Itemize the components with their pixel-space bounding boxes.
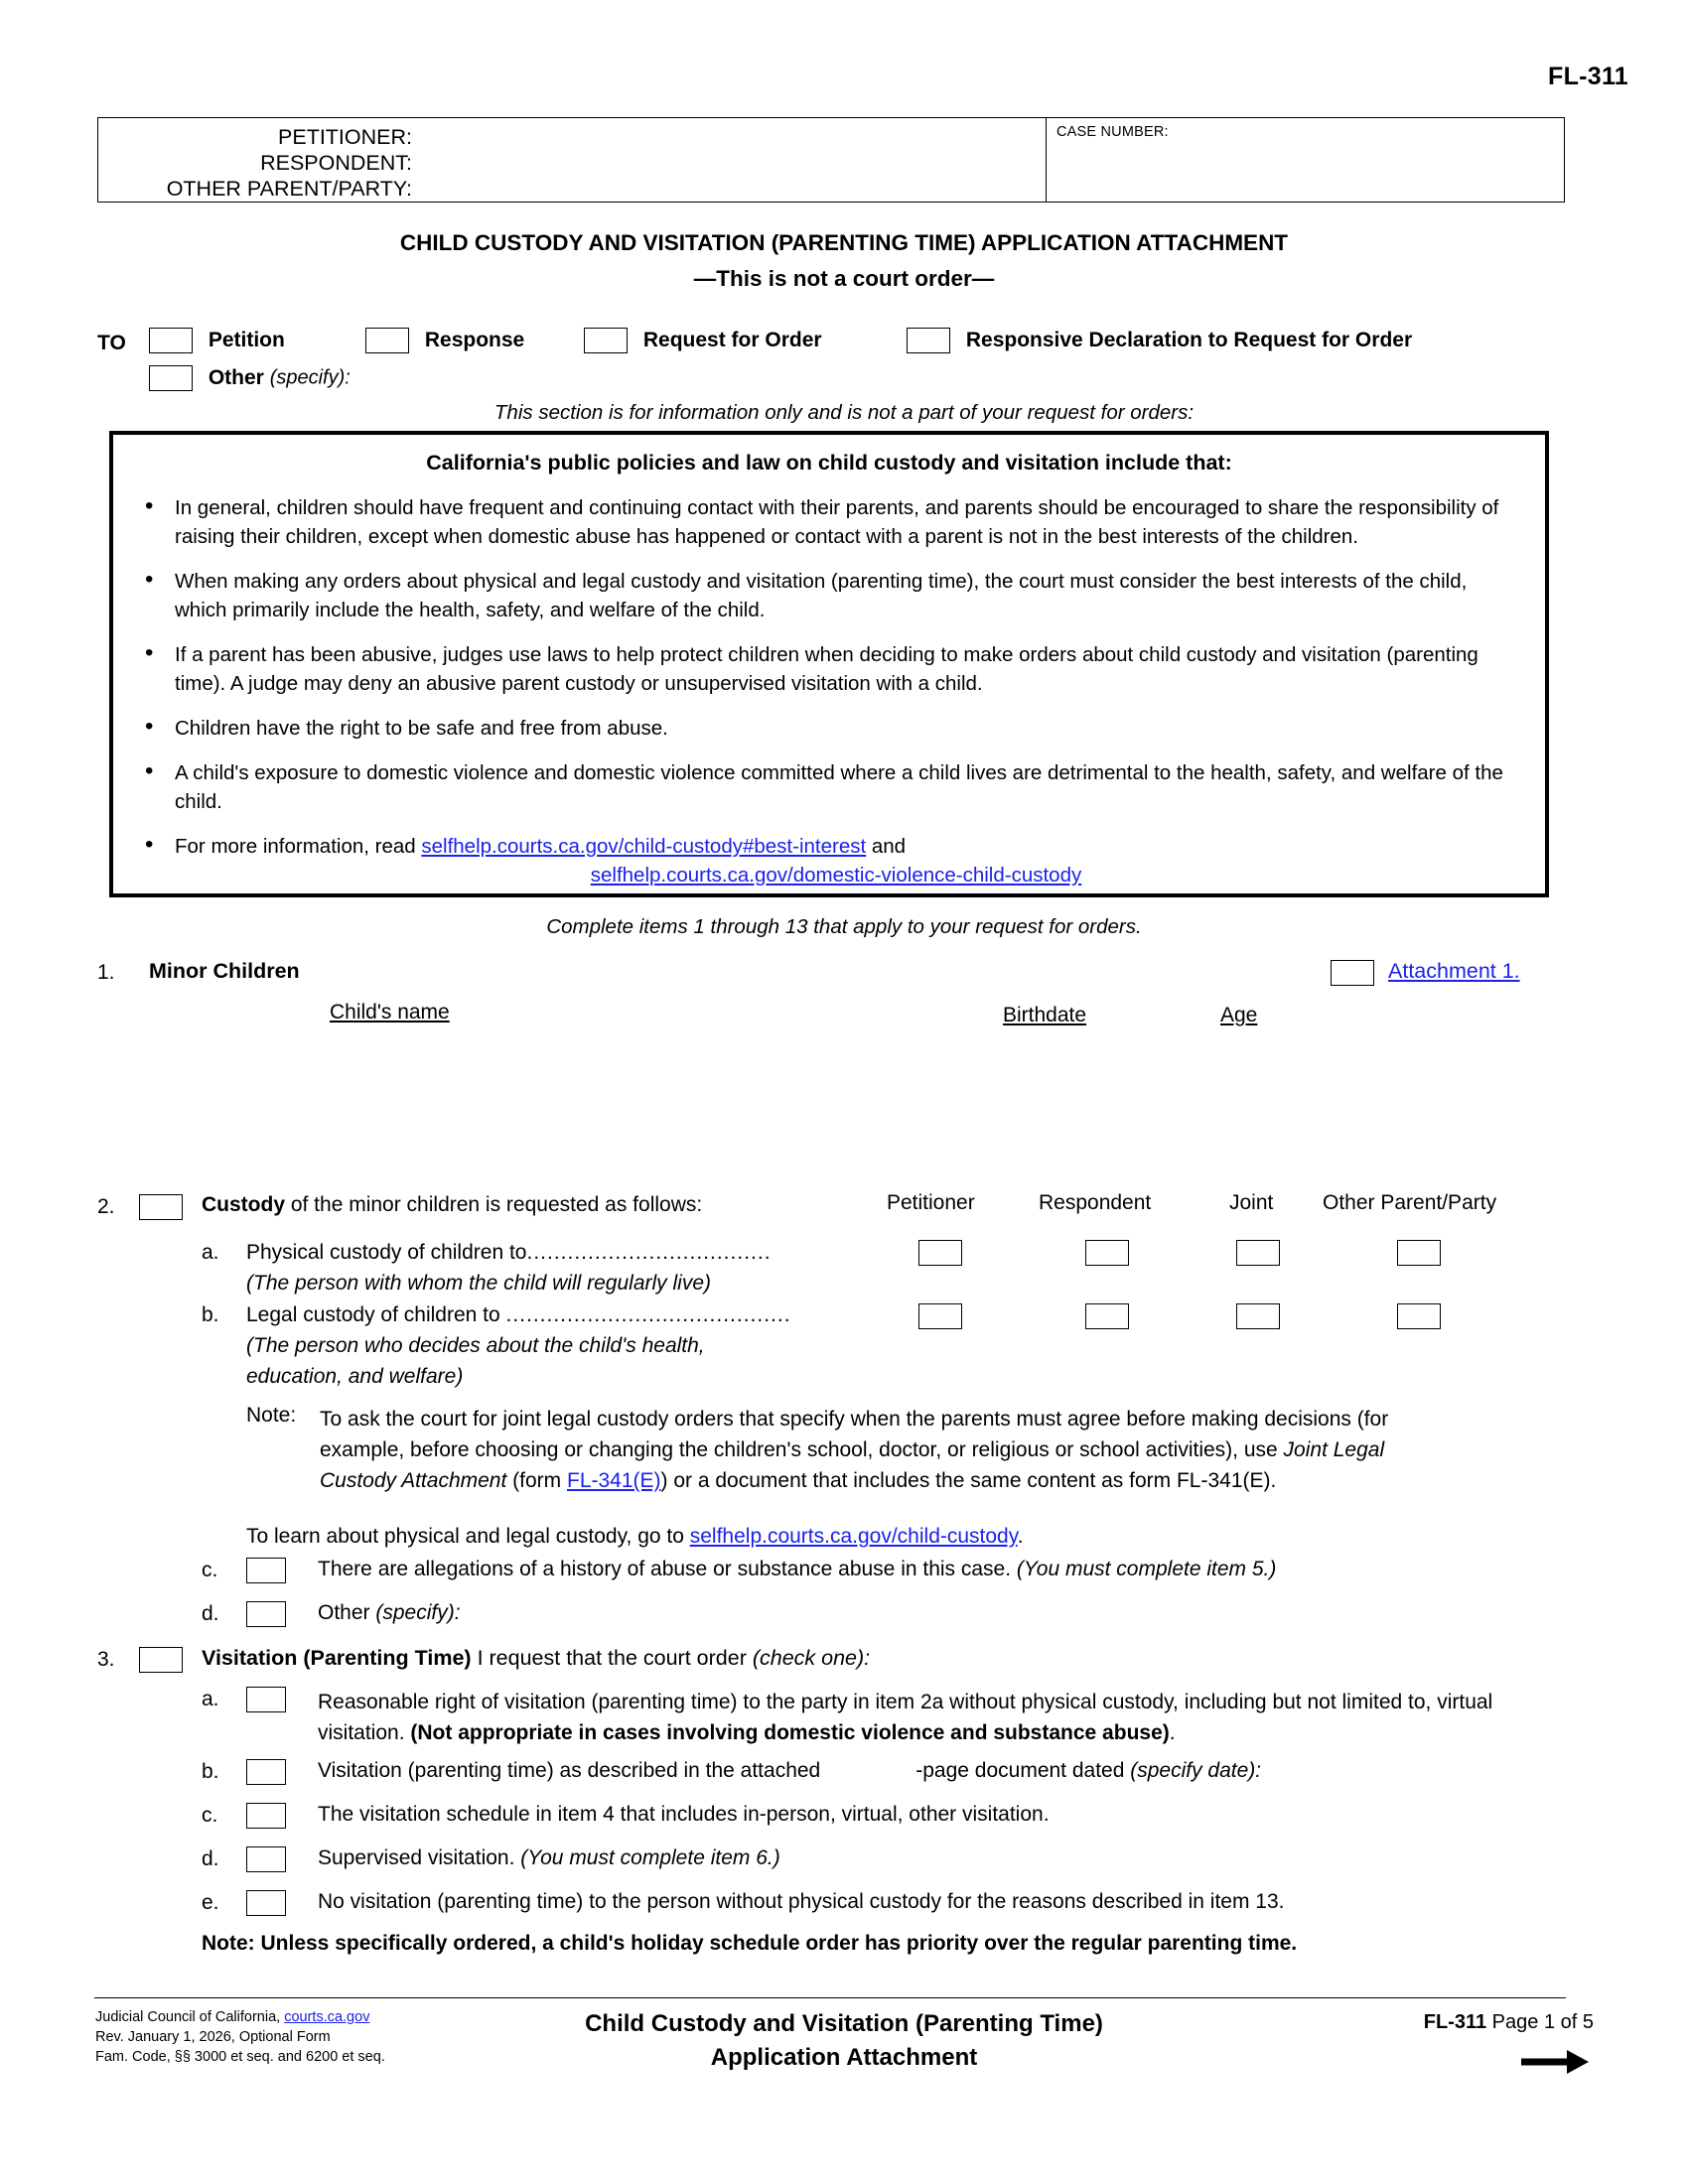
item-3-title-bold: Visitation (Parenting Time): [202, 1646, 472, 1670]
item-2d-text: [318, 1601, 461, 1625]
footer-page-number: Page 1 of 5: [1486, 2011, 1594, 2033]
petitioner-label: PETITIONER:: [278, 125, 412, 149]
to-option-request-for-order-label: Request for Order: [642, 329, 822, 351]
item-3a-bold: (Not appropriate in cases involving domestic violence and substance abuse): [410, 1721, 1170, 1744]
column-header-birthdate: Birthdate: [1003, 1004, 1087, 1026]
checkbox-2a-respondent[interactable]: [1085, 1240, 1129, 1266]
item-2a-text: [246, 1241, 772, 1265]
policy-bullet-text: Children have the right to be safe and free from abuse.: [175, 717, 668, 740]
to-option-request-for-order[interactable]: [584, 328, 822, 353]
item-3b-part-1: Visitation (parenting time) as described in the attached: [318, 1759, 821, 1782]
to-option-responsive-declaration-label: Responsive Declaration to Request for Order: [965, 329, 1413, 351]
information-only-note: This section is for information only and is not a part of your request for orders:: [493, 401, 1195, 424]
to-label: TO: [97, 332, 126, 354]
bullet-icon: •: [145, 492, 154, 519]
column-header-other-parent-party: Other Parent/Party: [1323, 1191, 1497, 1214]
item-2d-letter: d.: [202, 1602, 219, 1625]
link-domestic-violence-child-custody[interactable]: selfhelp.courts.ca.gov/domestic-violence-child-custody: [590, 864, 1082, 887]
policy-bullet: [113, 493, 1545, 551]
checkbox-item-3a[interactable]: [246, 1687, 286, 1712]
policy-bullet-text: In general, children should have frequent and continuing contact with their parents, and parents should be encouraged to share the responsibility of raising their children, except when domestic abuse has happened or contact with a parent is not in the best interests of the children.: [175, 496, 1499, 548]
policy-links-middle: and: [866, 835, 907, 858]
item-2a-letter: a.: [202, 1241, 219, 1264]
caption-table: [97, 117, 1565, 203]
checkbox-2b-respondent[interactable]: [1085, 1303, 1129, 1329]
footer-page-block: [1424, 2011, 1594, 2034]
policy-bullet-text: If a parent has been abusive, judges use laws to help protect children when deciding to make orders about child custody and visitation (parenting time). A judge may deny an abusive parent custody or unsupervised visitation with a child.: [175, 643, 1478, 695]
policy-bullet: [113, 567, 1545, 624]
link-courts-ca-gov[interactable]: courts.ca.gov: [284, 2009, 370, 2025]
checkbox-responsive-declaration[interactable]: [907, 328, 950, 353]
checkbox-2b-joint[interactable]: [1236, 1303, 1280, 1329]
checkbox-item-2-custody[interactable]: [139, 1194, 183, 1220]
item-3d-label: Supervised visitation.: [318, 1846, 521, 1869]
item-2-number: 2.: [97, 1195, 115, 1218]
item-3d-italic: (You must complete item 6.): [520, 1846, 780, 1869]
checkbox-item-3e[interactable]: [246, 1890, 286, 1916]
to-option-other-specify: (specify):: [269, 366, 351, 389]
case-number-cell[interactable]: [1047, 118, 1564, 202]
other-parent-label: OTHER PARENT/PARTY:: [166, 177, 412, 201]
footer-title-line-2: Application Attachment: [710, 2044, 978, 2071]
to-option-response[interactable]: [365, 328, 524, 353]
bullet-icon: •: [145, 639, 154, 666]
item-2b-note-line-2: education, and welfare): [246, 1365, 464, 1388]
item-2-note-body: [320, 1404, 1432, 1496]
item-2c-letter: c.: [202, 1559, 218, 1581]
to-option-response-label: Response: [424, 329, 525, 351]
item-3a-part-2: .: [1169, 1721, 1176, 1744]
respondent-label: RESPONDENT:: [260, 151, 412, 175]
item-2c-label: There are allegations of a history of abuse or substance abuse in this case.: [318, 1558, 1017, 1580]
item-2-learn-suffix: .: [1017, 1525, 1024, 1548]
footer-title-line-1: Child Custody and Visitation (Parenting Time): [585, 2010, 1103, 2037]
item-2a-label: Physical custody of children to: [246, 1241, 527, 1264]
item-2d-label: Other: [318, 1601, 376, 1624]
public-policy-box: [109, 431, 1549, 897]
item-3d-letter: d.: [202, 1847, 219, 1870]
policy-bullet: [113, 714, 1545, 743]
to-row: [97, 328, 1587, 361]
to-option-petition[interactable]: [149, 328, 285, 353]
item-3a-text: [318, 1687, 1509, 1748]
bullet-icon: •: [145, 713, 154, 740]
policy-box-heading: California's public policies and law on child custody and visitation include that:: [426, 451, 1232, 475]
checkbox-2b-other-parent-party[interactable]: [1397, 1303, 1441, 1329]
checkbox-petition[interactable]: [149, 328, 193, 353]
item-3c-letter: c.: [202, 1804, 218, 1827]
to-option-other[interactable]: [97, 365, 351, 391]
column-header-petitioner: Petitioner: [887, 1191, 975, 1214]
item-3c-text: The visitation schedule in item 4 that includes in-person, virtual, other visitation.: [318, 1803, 1050, 1826]
checkbox-request-for-order[interactable]: [584, 328, 628, 353]
policy-bullet-list: [113, 493, 1545, 889]
item-2-note-italic: Joint Legal Custody Attachment: [320, 1438, 1385, 1492]
to-option-responsive-declaration[interactable]: [907, 328, 1412, 353]
checkbox-item-2d[interactable]: [246, 1601, 286, 1627]
checkbox-2a-other-parent-party[interactable]: [1397, 1240, 1441, 1266]
item-2b-note-line-1: (The person who decides about the child's health,: [246, 1334, 705, 1357]
party-labels: [98, 124, 412, 202]
item-2a-dots: ....................................: [526, 1241, 772, 1264]
checkbox-item-3d[interactable]: [246, 1846, 286, 1872]
footer-statute-line: Fam. Code, §§ 3000 et seq. and 6200 et seq.: [95, 2049, 385, 2065]
policy-bullet-links: [113, 832, 1545, 889]
policy-links-prefix: For more information, read: [175, 835, 422, 858]
checkbox-other[interactable]: [149, 365, 193, 391]
column-header-respondent: Respondent: [1039, 1191, 1152, 1214]
footer-council-prefix: Judicial Council of California,: [95, 2009, 285, 2025]
item-3b-part-2: -page document dated: [915, 1759, 1131, 1782]
item-3-note: Note: Unless specifically ordered, a child's holiday schedule order has priority over the regular parenting time.: [202, 1932, 1298, 1955]
to-option-petition-label: Petition: [208, 329, 285, 351]
checkbox-item-2c[interactable]: [246, 1558, 286, 1583]
checkbox-2a-petitioner[interactable]: [918, 1240, 962, 1266]
caption-parties-cell: [98, 118, 1047, 202]
checkbox-2a-joint[interactable]: [1236, 1240, 1280, 1266]
link-attachment-1[interactable]: Attachment 1.: [1388, 959, 1520, 983]
item-3a-part-1: Reasonable right of visitation (parenting time) to the party in item 2a without physical custody, including but not limited to, virtual visitation.: [318, 1691, 1493, 1744]
policy-links-second-line: [155, 861, 1517, 889]
item-3-title-italic: (check one):: [752, 1646, 871, 1670]
item-2-note-part-1: To ask the court for joint legal custody orders that specify when the parents must agree before making decisions (for example, before choosing or changing the children's school, doctor, or religious or school activities), use: [320, 1408, 1389, 1461]
item-3b-text: [318, 1759, 1261, 1783]
policy-bullet-text: When making any orders about physical and legal custody and visitation (parenting time), the court must consider the best interests of the child, which primarily include the health, safety, and welfare of the child.: [175, 570, 1468, 621]
item-3-title-rest: I request that the court order: [471, 1646, 753, 1670]
item-1-title: Minor Children: [149, 959, 300, 983]
footer-divider: [94, 1997, 1566, 1998]
item-2c-text: [318, 1558, 1276, 1581]
checkbox-item-3-visitation[interactable]: [139, 1647, 183, 1673]
item-2c-italic: (You must complete item 5.): [1016, 1558, 1277, 1580]
form-subtitle: —This is not a court order—: [693, 266, 995, 291]
footer-form-number: FL-311: [1423, 2011, 1487, 2033]
link-child-custody-selfhelp[interactable]: selfhelp.courts.ca.gov/child-custody: [689, 1525, 1018, 1548]
item-1-number: 1.: [97, 961, 115, 984]
complete-items-note: Complete items 1 through 13 that apply to your request for orders.: [546, 915, 1142, 938]
column-header-joint: Joint: [1229, 1191, 1274, 1214]
to-option-other-label: Other: [208, 366, 264, 389]
checkbox-item-3c[interactable]: [246, 1803, 286, 1829]
item-2b-dots: ..........................................: [505, 1303, 791, 1326]
item-2b-letter: b.: [202, 1303, 219, 1326]
next-page-arrow-icon: [1519, 2047, 1589, 2077]
item-3d-text: [318, 1846, 780, 1870]
item-2b-text: [246, 1303, 791, 1327]
link-fl-341-e[interactable]: FL-341(E): [567, 1469, 661, 1492]
footer-revision-line: Rev. January 1, 2026, Optional Form: [95, 2029, 331, 2045]
item-2a-note: (The person with whom the child will regularly live): [246, 1272, 712, 1295]
bullet-icon: •: [145, 831, 154, 858]
item-2-title: [202, 1193, 702, 1217]
form-number: FL-311: [1548, 63, 1628, 90]
column-header-childs-name: Child's name: [330, 1001, 450, 1024]
item-2-learn-more: [246, 1525, 1024, 1549]
case-number-label: CASE NUMBER:: [1056, 124, 1169, 140]
item-2-learn-prefix: To learn about physical and legal custody, go to: [246, 1525, 690, 1548]
link-best-interest[interactable]: selfhelp.courts.ca.gov/child-custody#best-interest: [421, 835, 867, 858]
item-2-note-part-3: ) or a document that includes the same content as form FL-341(E).: [660, 1469, 1277, 1492]
policy-bullet: [113, 640, 1545, 698]
item-3e-letter: e.: [202, 1891, 219, 1914]
item-2b-label: Legal custody of children to: [246, 1303, 506, 1326]
item-3e-text: No visitation (parenting time) to the person without physical custody for the reasons described in item 13.: [318, 1890, 1285, 1913]
bullet-icon: •: [145, 566, 154, 593]
item-3b-italic: (specify date):: [1130, 1759, 1262, 1782]
checkbox-response[interactable]: [365, 328, 409, 353]
column-header-age: Age: [1220, 1004, 1258, 1026]
item-2-title-bold: Custody: [202, 1193, 285, 1216]
checkbox-attachment-1[interactable]: [1331, 960, 1374, 986]
item-3-number: 3.: [97, 1648, 115, 1671]
form-title: CHILD CUSTODY AND VISITATION (PARENTING TIME) APPLICATION ATTACHMENT: [399, 230, 1289, 255]
item-2d-italic: (specify):: [375, 1601, 461, 1624]
item-3-title: [202, 1646, 870, 1671]
item-3b-letter: b.: [202, 1760, 219, 1783]
checkbox-2b-petitioner[interactable]: [918, 1303, 962, 1329]
checkbox-item-3b[interactable]: [246, 1759, 286, 1785]
bullet-icon: •: [145, 757, 154, 784]
item-3a-letter: a.: [202, 1688, 219, 1710]
item-2-note-label: Note:: [246, 1404, 297, 1427]
policy-bullet-text: A child's exposure to domestic violence and domestic violence committed where a child lives are detrimental to the health, safety, and welfare of the child.: [175, 761, 1503, 813]
item-2-title-rest: of the minor children is requested as follows:: [285, 1193, 703, 1216]
item-2-note-part-2: (form: [506, 1469, 567, 1492]
policy-bullet: [113, 758, 1545, 816]
